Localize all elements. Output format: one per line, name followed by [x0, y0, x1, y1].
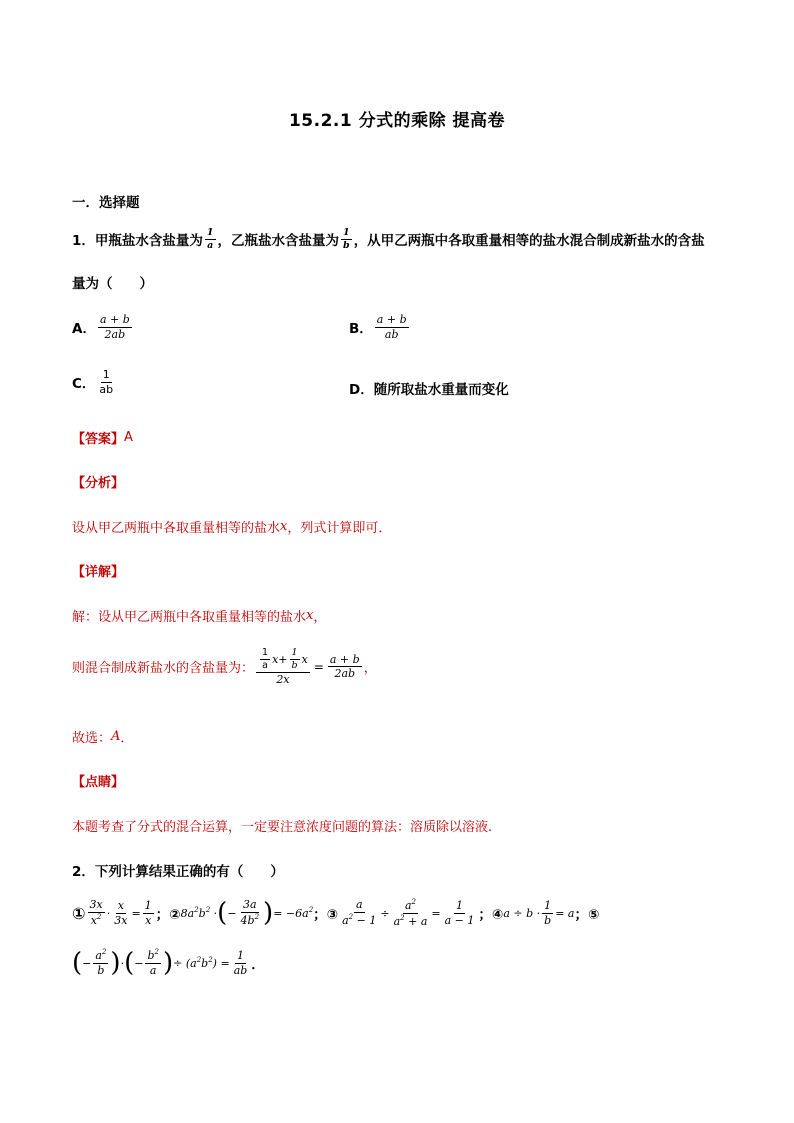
item-4-frac: $\frac{1}{b}$	[544, 898, 552, 927]
detail1-var: x	[306, 608, 314, 623]
detail2-big-fraction: $\frac{1}{a}$ x + $\frac{1}{b}$ x 2x	[256, 648, 310, 685]
question-2-end: ．	[251, 957, 265, 973]
q1-fraction-2: $\frac{1}{b}$	[343, 227, 350, 251]
comment-text: 本题考查了分式的混合运算，一定要注意浓度问题的算法：溶质除以溶液.	[72, 820, 493, 835]
q1-suffix: ，从甲乙两瓶中各取重量相等的盐水混合制成新盐水的含盐	[353, 233, 705, 250]
choose-end: ．	[120, 731, 134, 746]
detail1-body: 解：设从甲乙两瓶中各取重量相等的盐水	[72, 610, 307, 625]
q1-fraction-1: $\frac{1}{a}$	[206, 227, 214, 251]
item-1-frac-b: $\frac{x}{3x}$	[114, 898, 128, 927]
detail2-equals: =	[313, 659, 324, 674]
detail2-prefix: 则混合制成新盐水的含盐量为：	[72, 661, 255, 677]
detail2-frac-a: $\frac{1}{a}$	[262, 647, 269, 671]
option-a-label: A．	[72, 321, 96, 338]
analysis-text	[72, 517, 391, 536]
analysis-tag: 【分析】	[72, 476, 125, 491]
question-1-stem-line2: 量为（ ）	[72, 276, 153, 292]
detail1-end: ，	[313, 610, 327, 625]
item-2-frac: $\frac{3a}{4b^2}$	[240, 898, 260, 927]
q1-mid: ，乙瓶盐水含盐量为	[217, 233, 340, 250]
item-3-frac-b: $\frac{a^2}{a^2 + a}$	[393, 897, 428, 928]
detail-tag: 【详解】	[72, 565, 125, 580]
question-1-stem	[72, 228, 705, 251]
option-b-label: B．	[349, 321, 373, 338]
option-a-fraction: $\frac{a + b}{2ab}$	[99, 313, 130, 341]
item-1-frac-a: $\frac{3x}{x^2}$	[89, 898, 103, 927]
choose-prefix: 故选：	[72, 731, 112, 746]
choose-value: A	[111, 729, 121, 744]
item-4-expr: a ÷ b ·	[503, 906, 541, 920]
page-title: 15.2.1 分式的乘除 提高卷	[288, 111, 506, 131]
item-2-expr: $8a^2b^2$ ·	[180, 906, 218, 920]
item-5-marker: ；⑤	[574, 907, 600, 923]
item-1-frac-c: $\frac{1}{x}$	[144, 898, 152, 927]
answer-value: A	[124, 430, 133, 445]
detail2-frac-b: $\frac{1}{b}$	[291, 647, 298, 671]
question-2-items-line2: ( − $\frac{a^2}{b}$ ) · ( − $\frac{b^2}{a}$ ) ÷ $(a^2b^2)$ = $\frac{1}{ab}$ ．	[72, 948, 265, 978]
analysis-var: x	[280, 519, 288, 534]
analysis-body: 设从甲乙两瓶中各取重量相等的盐水	[72, 521, 281, 536]
item-5-frac-c: $\frac{1}{ab}$	[233, 948, 248, 977]
choose-line	[72, 727, 133, 746]
option-a[interactable]	[72, 314, 134, 340]
section-heading: 一．选择题	[72, 195, 140, 211]
detail2-end: ，	[363, 661, 377, 677]
item-3-frac-c: $\frac{1}{a - 1}$	[444, 898, 475, 927]
option-d-label: D．	[349, 382, 374, 398]
analysis-end: ，列式计算即可．	[287, 521, 392, 536]
option-c[interactable]	[72, 369, 117, 395]
question-2-items-line1: ① $\frac{3x}{x^2}$ · $\frac{x}{3x}$ = $\frac{1}{x}$ ；② $8a^2b^2$ · ( − $\frac{3a}{4b^2}$ ) = $-6a^2$ ；③ $\frac{a}{a^2 - 1}$ ÷ $\frac{a^2}{a^2 + a}$ = $\frac{1}{a - 1}$ ；④ a ÷ b · $\frac{1}{b}$ = a ；⑤	[72, 897, 600, 928]
option-d[interactable]	[349, 378, 509, 398]
question-2-stem: 2．下列计算结果正确的有（ ）	[72, 864, 284, 880]
detail2-result: $\frac{a + b}{2ab}$	[329, 652, 360, 681]
item-1-marker: ①	[72, 903, 86, 923]
comment-tag: 【点睛】	[72, 775, 125, 790]
detail-line-2	[72, 648, 377, 685]
option-b[interactable]	[349, 314, 411, 340]
item-5-frac-b: $\frac{b^2}{a}$	[147, 948, 159, 977]
item-2-marker: ；②	[155, 907, 181, 923]
detail-line-1	[72, 606, 326, 625]
option-b-fraction: $\frac{a + b}{ab}$	[376, 313, 407, 341]
option-d-text: 随所取盐水重量而变化	[373, 382, 509, 398]
item-3-frac-a: $\frac{a}{a^2 - 1}$	[342, 898, 377, 927]
item-5-frac-a: $\frac{a^2}{b}$	[95, 948, 107, 977]
item-3-marker: ；③	[313, 907, 339, 923]
option-c-fraction: $\frac{1}{ab}$	[99, 368, 114, 396]
answer-tag: 【答案】	[72, 432, 125, 447]
item-4-marker: ；④	[478, 907, 504, 923]
option-c-label: C．	[72, 376, 96, 393]
answer-line	[72, 428, 133, 447]
q1-prefix: 1．甲瓶盐水含盐量为	[72, 233, 203, 250]
